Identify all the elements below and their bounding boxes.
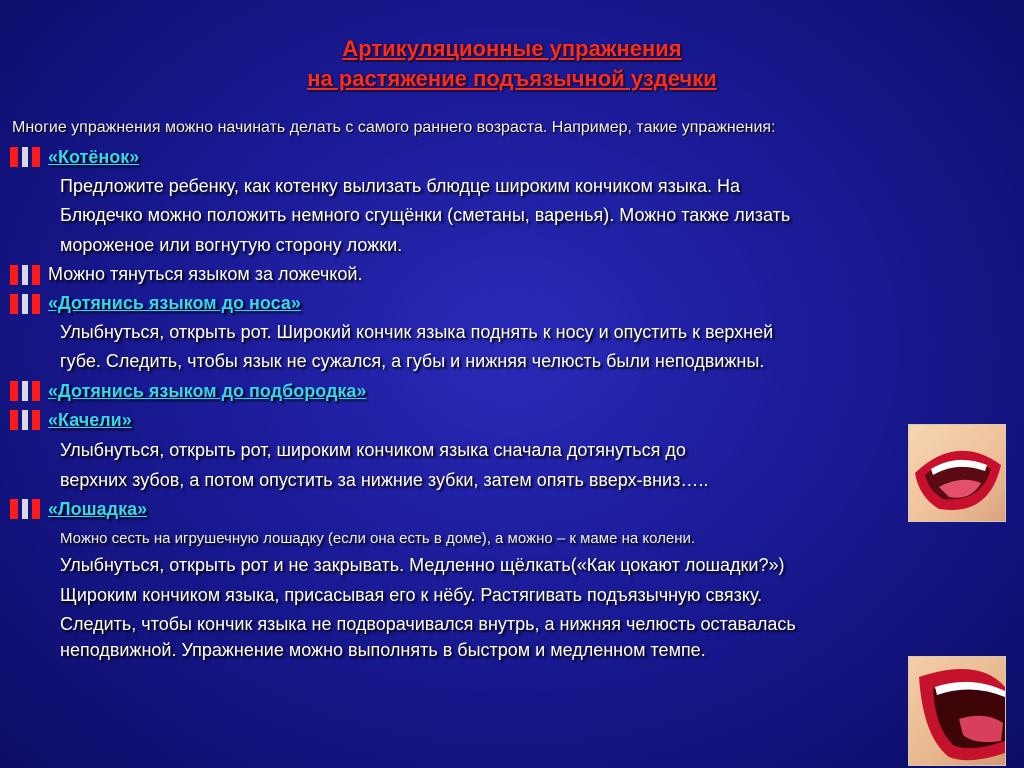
- body-line: мороженое или вогнутую сторону ложки.: [60, 235, 403, 255]
- mouth-photo-1: [908, 424, 1006, 522]
- body-line: губе. Следить, чтобы язык не сужался, а губы и нижняя челюсть были неподвижны.: [60, 351, 765, 371]
- intro-text: Многие упражнения можно начинать делать с самого раннего возраста. Например, такие упражнения:: [12, 119, 776, 136]
- body-line: Можно тянуться языком за ложечкой.: [48, 264, 363, 284]
- title-line-1: Артикуляционные упражнения: [342, 36, 682, 61]
- heading-reach-chin: «Дотянись языком до подбородка»: [48, 381, 367, 401]
- body-line: Улыбнуться, открыть рот, широким кончиком языка сначала дотянуться до: [60, 440, 686, 460]
- heading-kitten: «Котёнок»: [48, 147, 140, 167]
- heading-swing: «Качели»: [48, 410, 132, 430]
- bullet-icon: [10, 265, 40, 285]
- slide-title: [0, 34, 1024, 94]
- bullet-icon: [10, 147, 40, 167]
- body-line: Улыбнуться, открыть рот. Широкий кончик языка поднять к носу и опустить к верхней: [60, 322, 774, 342]
- heading-horse: «Лошадка»: [48, 499, 148, 519]
- mouth-photo-2: [908, 656, 1006, 766]
- body-line: Блюдечко можно положить немного сгущёнки (сметаны, варенья). Можно также лизать: [60, 205, 791, 225]
- title-line-2: на растяжение подъязычной уздечки: [307, 66, 717, 91]
- bullet-icon: [10, 381, 40, 401]
- bullet-icon: [10, 499, 40, 519]
- body-line: верхних зубов, а потом опустить за нижние зубки, затем опять вверх-вниз…..: [60, 470, 709, 490]
- heading-reach-nose: «Дотянись языком до носа»: [48, 293, 301, 313]
- bullet-icon: [10, 294, 40, 314]
- bullet-icon: [10, 410, 40, 430]
- body-line: Следить, чтобы кончик языка не подворачивался внутрь, а нижняя челюсть оставалась: [60, 614, 796, 634]
- body-line: Предложите ребенку, как котенку вылизать блюдце широким кончиком языка. На: [60, 176, 741, 196]
- body-line: неподвижной. Упражнение можно выполнять в быстром и медленном темпе.: [60, 640, 706, 660]
- body-line-small: Можно сесть на игрушечную лошадку (если она есть в доме), а можно – к маме на колени.: [60, 530, 696, 547]
- body-line: Щироким кончиком языка, присасывая его к нёбу. Растягивать подъязычную связку.: [60, 585, 763, 605]
- body-line: Улыбнуться, открыть рот и не закрывать. Медленно щёлкать(«Как цокают лошадки?»): [60, 555, 785, 575]
